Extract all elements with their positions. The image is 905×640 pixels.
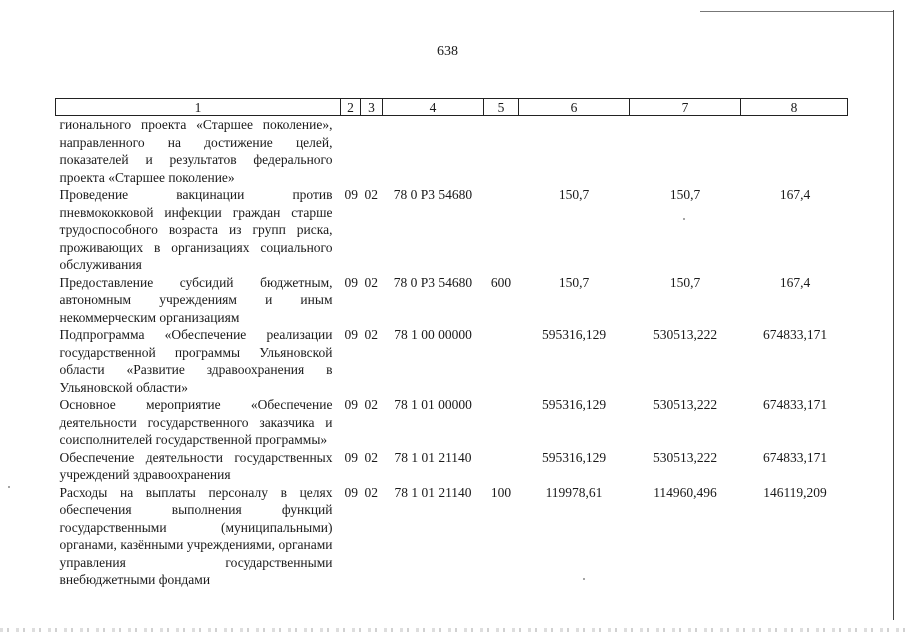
column-header-8: 8 — [741, 99, 848, 116]
scan-noise-bottom — [0, 628, 905, 632]
table-row — [56, 449, 848, 484]
column-header-3: 3 — [361, 99, 383, 116]
row-value-1 — [519, 116, 630, 187]
row-section — [341, 116, 361, 187]
row-subsection: 02 — [364, 327, 378, 342]
row-section: 09 — [344, 327, 358, 342]
row-value-3: 146119,209 — [763, 484, 827, 500]
row-value-2: 530513,222 — [652, 449, 718, 465]
row-name: Расходы на выплаты персоналу в целях обеспечения выполнения функций государственными (муниципальными) органами, казёнными учреждениями, органами управления государственными внебюджетными фондами — [59, 484, 333, 587]
row-name: Обеспечение деятельности государственных учреждений здравоохранения — [59, 449, 333, 482]
row-subsection — [361, 116, 383, 187]
scan-speck — [8, 486, 10, 488]
row-section: 09 — [344, 484, 358, 500]
row-target-article: 78 1 01 21140 — [394, 449, 472, 465]
table-row — [56, 274, 848, 327]
row-name: Основное мероприятие «Обеспечение деятельности государственного заказчика и соисполнителей государственной программы» — [59, 397, 333, 447]
row-subsection: 02 — [364, 484, 378, 500]
page-edge-top — [700, 11, 894, 12]
row-expense-type — [484, 186, 519, 274]
row-value-2: 530513,222 — [652, 327, 718, 342]
row-expense-type — [484, 326, 519, 396]
row-value-1: 595316,129 — [541, 449, 607, 465]
row-expense-type: 600 — [490, 274, 512, 290]
row-value-3 — [741, 116, 848, 187]
row-value-1: 150,7 — [558, 274, 590, 290]
row-target-article — [383, 116, 484, 187]
row-name: Предоставление субсидий бюджетным, автономным учреждениям и иным некоммерческим организациям — [59, 274, 333, 325]
row-value-3: 167,4 — [779, 187, 811, 202]
table-row — [56, 396, 848, 449]
row-subsection: 02 — [364, 449, 378, 465]
row-value-3: 674833,171 — [762, 397, 828, 412]
page-edge-right — [893, 10, 894, 620]
table-row — [56, 116, 848, 187]
row-expense-type — [484, 116, 519, 187]
row-name: Подпрограмма «Обеспечение реализации государственной программы Ульяновской области «Развитие здравоохранения в Ульяновской области» — [59, 327, 333, 395]
row-target-article: 78 1 01 21140 — [394, 484, 472, 500]
row-subsection: 02 — [364, 274, 378, 290]
row-value-2: 530513,222 — [652, 397, 718, 412]
column-header-4: 4 — [383, 99, 484, 116]
row-section: 09 — [344, 397, 358, 412]
budget-table — [55, 98, 848, 589]
row-value-3: 674833,171 — [762, 449, 828, 465]
page-number: 638 — [437, 44, 458, 59]
row-name: Проведение вакцинации против пневмококковой инфекции граждан старше трудоспособного возраста из групп риска, проживающих в организациях социального обслуживания — [59, 187, 333, 272]
row-section: 09 — [344, 274, 358, 290]
table-row — [56, 484, 848, 589]
row-name: гионального проекта «Старшее поколение», направленного на достижение целей, показателей и результатов федерального проекта «Старшее поколение» — [59, 117, 333, 185]
column-header-5: 5 — [484, 99, 519, 116]
row-subsection: 02 — [364, 397, 378, 412]
row-value-3: 674833,171 — [762, 327, 828, 342]
row-value-1: 595316,129 — [541, 327, 607, 342]
table-row — [56, 186, 848, 274]
row-target-article: 78 1 01 00000 — [394, 397, 472, 412]
row-value-2: 150,7 — [669, 187, 701, 202]
row-value-2: 114960,496 — [653, 484, 717, 500]
column-header-1: 1 — [56, 99, 341, 116]
row-value-2 — [630, 116, 741, 187]
row-value-3: 167,4 — [779, 274, 811, 290]
row-value-2: 150,7 — [669, 274, 701, 290]
row-target-article: 78 0 P3 54680 — [393, 274, 473, 290]
row-value-1: 150,7 — [558, 187, 590, 202]
row-target-article: 78 0 P3 54680 — [393, 187, 473, 202]
row-value-1: 595316,129 — [541, 397, 607, 412]
row-expense-type — [484, 449, 519, 484]
row-target-article: 78 1 00 00000 — [394, 327, 472, 342]
row-section: 09 — [344, 187, 358, 202]
row-value-1: 119978,61 — [545, 484, 603, 500]
row-section: 09 — [344, 449, 358, 465]
column-header-6: 6 — [519, 99, 630, 116]
table-header-row — [56, 99, 848, 116]
row-expense-type — [484, 396, 519, 449]
column-header-7: 7 — [630, 99, 741, 116]
column-header-2: 2 — [341, 99, 361, 116]
row-subsection: 02 — [364, 187, 378, 202]
row-expense-type: 100 — [490, 484, 512, 500]
table-row — [56, 326, 848, 396]
